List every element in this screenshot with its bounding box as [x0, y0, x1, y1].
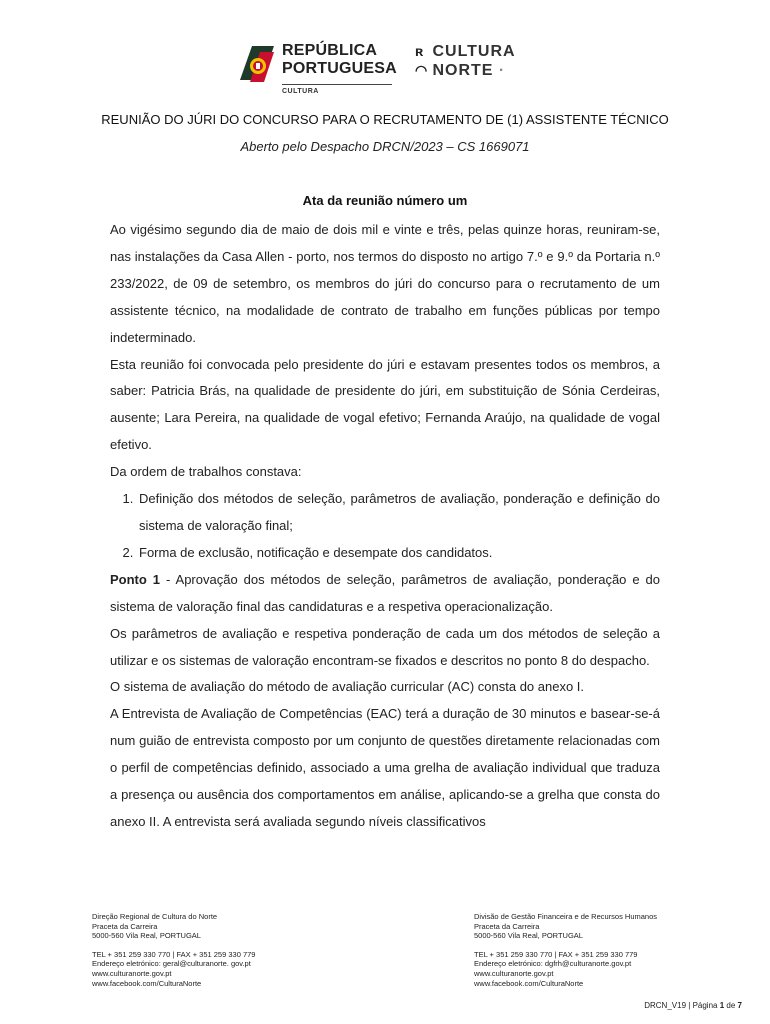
- paragraph-agenda-intro: Da ordem de trabalhos constava:: [110, 464, 302, 480]
- document-body: [110, 217, 660, 836]
- paragraph-ponto-1: [110, 567, 660, 621]
- ponto-1-text: - Aprovação dos métodos de seleção, parâmetros de avaliação, ponderação e do sistema de valoração final das candidaturas e a respetiva operacionalização.: [110, 571, 660, 614]
- paragraph-parameters: Os parâmetros de avaliação e respetiva ponderação de cada um dos métodos de seleção a utilizar e os sistemas de valoração encontram-se fixados e descritos no ponto 8 do despacho.: [110, 625, 660, 668]
- footer-address-left: Direção Regional de Cultura do Norte Praceta da Carreira 5000-560 Vila Real, PORTUGAL TEL + 351 259 330 770 | FAX + 351 259 330 779 Endereço eletrónico: geral@culturanorte. gov.pt www.culturanorte.gov.pt www.facebook.com/CulturaNorte: [92, 912, 256, 988]
- norte-n-icon: ◠: [415, 62, 429, 78]
- paragraph-interview: A Entrevista de Avaliação de Competências (EAC) terá a duração de 30 minutos e basear-se-á num guião de entrevista composto por um conjunto de questões diretamente relacionadas com o perfil de competências definido, associado a uma grelha de avaliação individual que traduza a presença ou ausência dos comportamentos em análise, aplicando-se a grelha que consta do anexo II. A entrevista será avaliada segundo níveis classificativos: [110, 706, 660, 829]
- page-number: DRCN_V19 | Página 1 de 7: [644, 1001, 742, 1010]
- cultura-c-icon: ʀ: [415, 43, 425, 59]
- paragraph-opening: Ao vigésimo segundo dia de maio de dois mil e vinte e três, pelas quinze horas, reuniram-se, nas instalações da Casa Allen - porto, nos termos do disposto no artigo 7.º e 9.º da Portaria n.º 233/2022, de 09 de setembro, os membros do júri do concurso para o recrutamento de um assistente técnico, na modalidade de contrato de trabalho em funções públicas por tempo indeterminado.: [110, 222, 660, 345]
- page-header: [238, 40, 538, 102]
- cultura-norte-logo: ʀ CULTURA ◠ NORTE ·: [415, 43, 516, 79]
- portuguese-republic-emblem-icon: [238, 42, 276, 86]
- document-title: REUNIÃO DO JÚRI DO CONCURSO PARA O RECRUTAMENTO DE (1) ASSISTENTE TÉCNICO: [101, 112, 669, 127]
- cultura-sublabel: CULTURA: [282, 88, 319, 95]
- agenda-list: [110, 486, 660, 567]
- wordmark-divider: [282, 84, 392, 85]
- agenda-item: 1. Definição dos métodos de seleção, parâmetros de avaliação, ponderação e definição do sistema de valoração final;: [137, 486, 660, 540]
- agenda-item: 2. Forma de exclusão, notificação e desempate dos candidatos.: [137, 540, 660, 567]
- republica-portuguesa-wordmark: REPÚBLICA PORTUGUESA: [282, 42, 397, 77]
- footer-address-right: Divisão de Gestão Financeira e de Recursos Humanos Praceta da Carreira 5000-560 Vila Real, PORTUGAL TEL + 351 259 330 770 | FAX + 351 259 330 779 Endereço eletrónico: dgfrh@culturanorte.gov.pt www.culturanorte.gov.pt www.facebook.com/CulturaNorte: [474, 912, 658, 988]
- paragraph-attendance: Esta reunião foi convocada pelo presidente do júri e estavam presentes todos os membros, a saber: Patricia Brás, na qualidade de presidente do júri, em substituição de Sónia Cerdeiras, ausente; Lara Pereira, na qualidade de vogal efetivo; Fernanda Araújo, na qualidade de vogal efetivo.: [110, 356, 660, 453]
- minutes-heading: Ata da reunião número um: [302, 193, 468, 208]
- paragraph-curricular-evaluation: O sistema de avaliação do método de avaliação curricular (AC) consta do anexo I.: [110, 679, 585, 695]
- ponto-1-label: Ponto 1: [110, 571, 161, 587]
- document-subtitle: Aberto pelo Despacho DRCN/2023 – CS 1669071: [240, 139, 530, 154]
